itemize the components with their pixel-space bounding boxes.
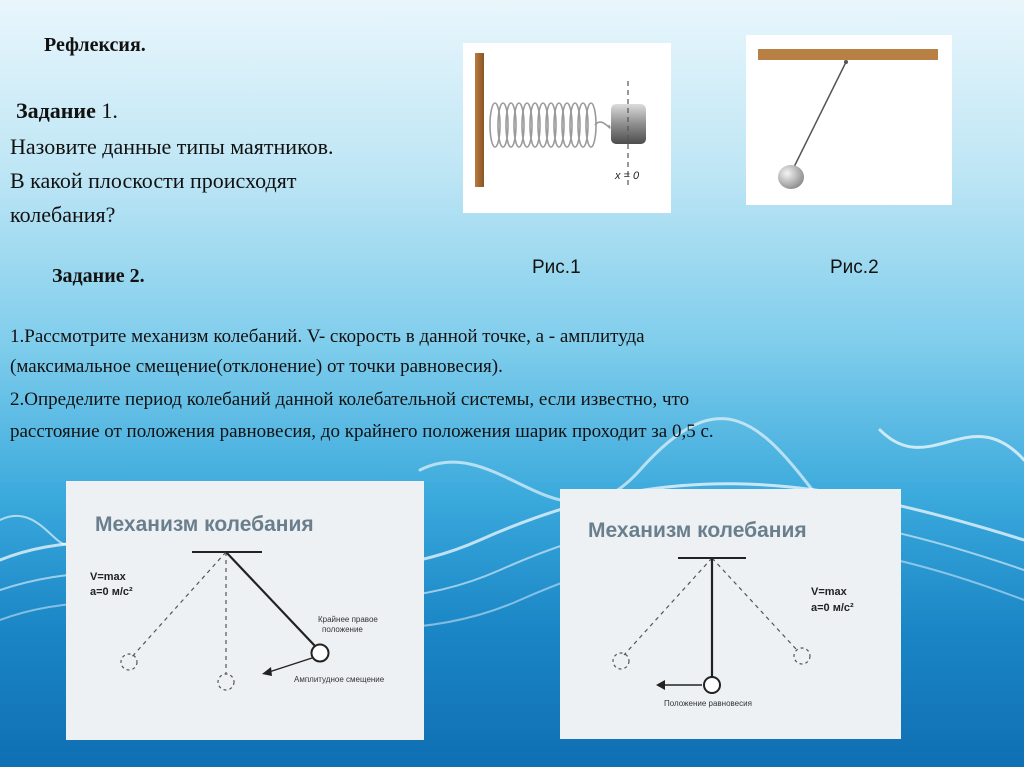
task1-heading — [16, 98, 118, 124]
center-ball-ghost — [218, 674, 234, 690]
pendulum-thread — [794, 62, 846, 167]
task1-line-2: В какой плоскости происходят — [10, 168, 297, 193]
diagram-1-title: Механизм колебания — [95, 513, 314, 536]
x-zero-label: x = 0 — [615, 170, 640, 182]
pendulum-ball — [778, 165, 804, 189]
left-swing-dashed — [130, 552, 226, 659]
left-ball-ghost — [121, 654, 137, 670]
left-swing-dashed — [624, 558, 712, 655]
acceleration-label: a=0 м/с² — [90, 586, 133, 598]
task2-paragraph-line-1: 1.Рассмотрите механизм колебаний. V- скорость в данной точке, а - амплитуда — [10, 326, 645, 347]
amplitude-arrow — [269, 658, 312, 672]
velocity-label: V=max — [811, 586, 847, 598]
pivot-point — [844, 60, 848, 64]
pendulum-string — [226, 552, 315, 646]
task1-line-1: Назовите данные типы маятников. — [10, 134, 334, 159]
right-swing-dashed — [712, 558, 796, 649]
acceleration-label: a=0 м/с² — [811, 602, 854, 614]
oscillation-diagram-2 — [560, 489, 901, 739]
ceiling-beam — [758, 49, 938, 60]
figure-1-caption: Рис.1 — [532, 257, 581, 278]
spring — [490, 103, 610, 147]
task1-line-3: колебания? — [10, 202, 116, 227]
left-ball-ghost — [613, 653, 629, 669]
diagram-2-title: Механизм колебания — [588, 519, 807, 542]
oscillation-diagram-1 — [66, 481, 424, 740]
task2-heading: Задание 2. — [52, 265, 145, 287]
slide-title: Рефлексия. — [44, 34, 146, 56]
extreme-position-label-2: положение — [322, 625, 363, 634]
task2-paragraph-line-2: (максимальное смещение(отклонение) от точки равновесия). — [10, 356, 503, 377]
task1-number: 1. — [95, 98, 118, 123]
velocity-arrowhead — [656, 680, 665, 690]
right-ball-ghost — [794, 648, 810, 664]
extreme-position-label-1: Крайнее правое — [318, 615, 378, 624]
velocity-label: V=max — [90, 571, 126, 583]
amplitude-label: Амплитудное смещение — [294, 675, 385, 684]
pendulum-ball — [704, 677, 720, 693]
amplitude-arrowhead — [262, 667, 272, 676]
pendulum-ball — [312, 645, 329, 662]
thread-pendulum-figure — [746, 35, 952, 205]
task1-label: Задание — [16, 98, 96, 123]
wall-post — [475, 53, 484, 187]
figure-2-caption: Рис.2 — [830, 257, 879, 278]
task2-paragraph-line-3: 2.Определите период колебаний данной колебательной системы, если известно, что — [10, 389, 690, 410]
equilibrium-label: Положение равновесия — [664, 699, 752, 708]
spring-pendulum-figure — [463, 43, 671, 213]
task2-paragraph-line-4: расстояние от положения равновесия, до крайнего положения шарик проходит за 0,5 с. — [10, 421, 714, 442]
